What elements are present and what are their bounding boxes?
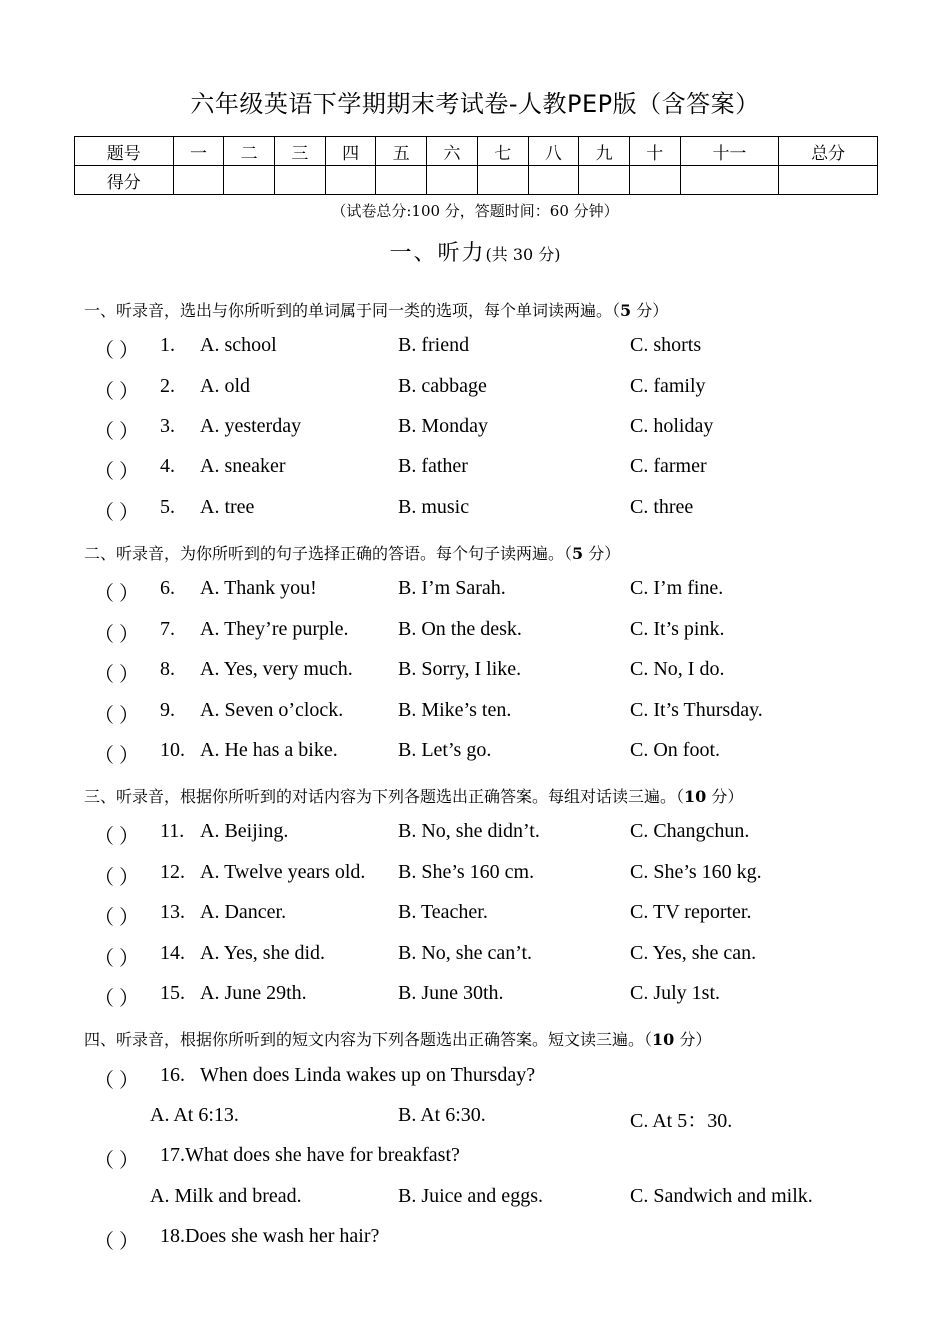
answer-blank[interactable]: （ ） [94, 826, 139, 848]
option-b: B. father [398, 455, 468, 477]
option-a: A. Seven o’clock. [200, 699, 344, 721]
option-c: C. At 5：30. [630, 1110, 733, 1132]
option-c: C. No, I do. [630, 658, 725, 680]
option-b: B. Juice and eggs. [398, 1185, 543, 1207]
answer-blank[interactable]: （ ） [94, 664, 139, 686]
option-c: C. She’s 160 kg. [630, 861, 762, 883]
answer-blank[interactable]: （ ） [94, 907, 139, 929]
part-title-points: (共 30 分) [485, 245, 561, 264]
option-c: C. shorts [630, 334, 702, 356]
question-row [0, 1225, 950, 1255]
score-table-cell: 六 [427, 137, 478, 166]
question-row [0, 739, 950, 769]
answer-blank[interactable]: （ ） [94, 1231, 139, 1253]
answer-blank[interactable]: （ ） [94, 1150, 139, 1172]
option-b: B. June 30th. [398, 982, 504, 1004]
question-row [0, 1064, 950, 1094]
option-c: C. I’m fine. [630, 577, 724, 599]
option-a: A. Yes, she did. [200, 942, 326, 964]
question-number: 15. [160, 982, 185, 1004]
score-table-cell: 九 [579, 137, 630, 166]
option-b: B. Monday [398, 415, 488, 437]
option-c: C. It’s pink. [630, 618, 725, 640]
question-number: 12. [160, 861, 185, 883]
score-blank-cell[interactable] [224, 166, 275, 195]
option-c: C. July 1st. [630, 982, 721, 1004]
option-c: C. Yes, she can. [630, 942, 757, 964]
score-table-cell: 十一 [680, 137, 779, 166]
option-b: B. Sorry, I like. [398, 658, 522, 680]
question-row [0, 455, 950, 485]
score-table-cell: 七 [477, 137, 528, 166]
answer-blank[interactable]: （ ） [94, 624, 139, 646]
option-a: A. tree [200, 496, 255, 518]
question-row [0, 699, 950, 729]
option-b: B. Mike’s ten. [398, 699, 512, 721]
answer-blank[interactable]: （ ） [94, 381, 139, 403]
option-b: B. She’s 160 cm. [398, 861, 535, 883]
score-table-score-row [75, 166, 878, 195]
answer-blank[interactable]: （ ） [94, 948, 139, 970]
option-b: B. On the desk. [398, 618, 522, 640]
question-number: 9. [160, 699, 175, 721]
option-a: A. They’re purple. [200, 618, 349, 640]
question-number: 4. [160, 455, 175, 477]
option-b: B. cabbage [398, 375, 487, 397]
option-a: A. school [200, 334, 277, 356]
answer-blank[interactable]: （ ） [94, 745, 139, 767]
answer-blank[interactable]: （ ） [94, 705, 139, 727]
option-a: A. June 29th. [200, 982, 307, 1004]
option-a: A. old [200, 375, 250, 397]
score-table-cell: 二 [224, 137, 275, 166]
question-text: 17.What does she have for breakfast? [160, 1144, 460, 1166]
option-a: A. At 6:13. [150, 1104, 239, 1126]
exam-total-note: （试卷总分:100 分，答题时间：60 分钟） [331, 202, 619, 220]
answer-blank[interactable]: （ ） [94, 340, 139, 362]
section-heading-2: 二、听录音，为你所听到的句子选择正确的答语。每个句子读两遍。（5 分） [84, 544, 621, 563]
question-number: 10. [160, 739, 185, 761]
part-title [0, 236, 950, 267]
question-row [0, 942, 950, 972]
option-c: C. farmer [630, 455, 707, 477]
score-table-cell: 五 [376, 137, 427, 166]
option-c: C. It’s Thursday. [630, 699, 763, 721]
option-c: C. Sandwich and milk. [630, 1185, 813, 1207]
question-row [0, 982, 950, 1012]
answer-blank[interactable]: （ ） [94, 988, 139, 1010]
answer-blank[interactable]: （ ） [94, 461, 139, 483]
score-blank-cell[interactable] [680, 166, 779, 195]
option-c: C. family [630, 375, 706, 397]
question-row [0, 901, 950, 931]
question-number: 5. [160, 496, 175, 518]
option-b: B. No, she didn’t. [398, 820, 540, 842]
answer-blank[interactable]: （ ） [94, 867, 139, 889]
option-a: A. sneaker [200, 455, 286, 477]
question-row [0, 334, 950, 364]
question-row [0, 415, 950, 445]
section-heading-4: 四、听录音，根据你所听到的短文内容为下列各题选出正确答案。短文读三遍。（10 分） [84, 1030, 712, 1049]
question-row [0, 618, 950, 648]
option-b: B. I’m Sarah. [398, 577, 506, 599]
option-b: B. friend [398, 334, 470, 356]
question-row [0, 658, 950, 688]
answer-blank[interactable]: （ ） [94, 421, 139, 443]
question-row [0, 1144, 950, 1174]
question-number: 7. [160, 618, 175, 640]
page-title: 六年级英语下学期期末考试卷-人教PEP版（含答案） [190, 90, 760, 118]
option-c: C. three [630, 496, 694, 518]
score-blank-cell[interactable] [579, 166, 630, 195]
question-row [0, 375, 950, 405]
option-b: B. No, she can’t. [398, 942, 533, 964]
question-text: 18.Does she wash her hair? [160, 1225, 380, 1247]
question-number: 16. [160, 1064, 185, 1086]
question-row [0, 861, 950, 891]
score-table-cell: 一 [173, 137, 224, 166]
options-row [0, 1185, 950, 1215]
question-row [0, 820, 950, 850]
options-row [0, 1104, 950, 1134]
option-c: C. Changchun. [630, 820, 750, 842]
option-c: C. On foot. [630, 739, 720, 761]
score-blank-cell[interactable] [427, 166, 478, 195]
option-a: A. Thank you! [200, 577, 317, 599]
score-table-cell: 题号 [75, 137, 174, 166]
score-table-cell: 四 [325, 137, 376, 166]
answer-blank[interactable]: （ ） [94, 1070, 139, 1092]
option-a: A. Yes, very much. [200, 658, 353, 680]
section-heading-3: 三、听录音，根据你所听到的对话内容为下列各题选出正确答案。每组对话读三遍。（10 分） [84, 787, 744, 806]
score-table-cell: 十 [629, 137, 680, 166]
option-b: B. At 6:30. [398, 1104, 486, 1126]
option-a: A. yesterday [200, 415, 302, 437]
question-number: 11. [160, 820, 185, 842]
score-table-cell: 三 [275, 137, 326, 166]
score-blank-cell[interactable] [629, 166, 680, 195]
question-text: When does Linda wakes up on Thursday? [200, 1064, 536, 1086]
option-b: B. Let’s go. [398, 739, 492, 761]
score-table-header-row [75, 137, 878, 166]
score-table-cell: 总分 [779, 137, 878, 166]
score-table-row-label: 得分 [75, 166, 174, 195]
score-blank-cell[interactable] [779, 166, 878, 195]
score-table-cell: 八 [528, 137, 579, 166]
score-blank-cell[interactable] [275, 166, 326, 195]
score-blank-cell[interactable] [173, 166, 224, 195]
question-number: 1. [160, 334, 175, 356]
option-b: B. music [398, 496, 470, 518]
question-number: 8. [160, 658, 175, 680]
option-c: C. TV reporter. [630, 901, 752, 923]
score-blank-cell[interactable] [376, 166, 427, 195]
option-a: A. Twelve years old. [200, 861, 366, 883]
answer-blank[interactable]: （ ） [94, 502, 139, 524]
question-number: 3. [160, 415, 175, 437]
question-number: 14. [160, 942, 185, 964]
option-b: B. Teacher. [398, 901, 488, 923]
score-blank-cell[interactable] [477, 166, 528, 195]
question-number: 2. [160, 375, 175, 397]
answer-blank[interactable]: （ ） [94, 583, 139, 605]
question-number: 6. [160, 577, 175, 599]
part-title-main: 一、听力 [389, 241, 486, 266]
option-c: C. holiday [630, 415, 714, 437]
question-row [0, 496, 950, 526]
option-a: A. Milk and bread. [150, 1185, 302, 1207]
option-a: A. Beijing. [200, 820, 289, 842]
score-table [74, 136, 878, 195]
score-blank-cell[interactable] [325, 166, 376, 195]
option-a: A. Dancer. [200, 901, 287, 923]
option-a: A. He has a bike. [200, 739, 338, 761]
question-number: 13. [160, 901, 185, 923]
score-blank-cell[interactable] [528, 166, 579, 195]
section-heading-1: 一、听录音，选出与你所听到的单词属于同一类的选项，每个单词读两遍。（5 分） [84, 301, 669, 320]
question-row [0, 577, 950, 607]
